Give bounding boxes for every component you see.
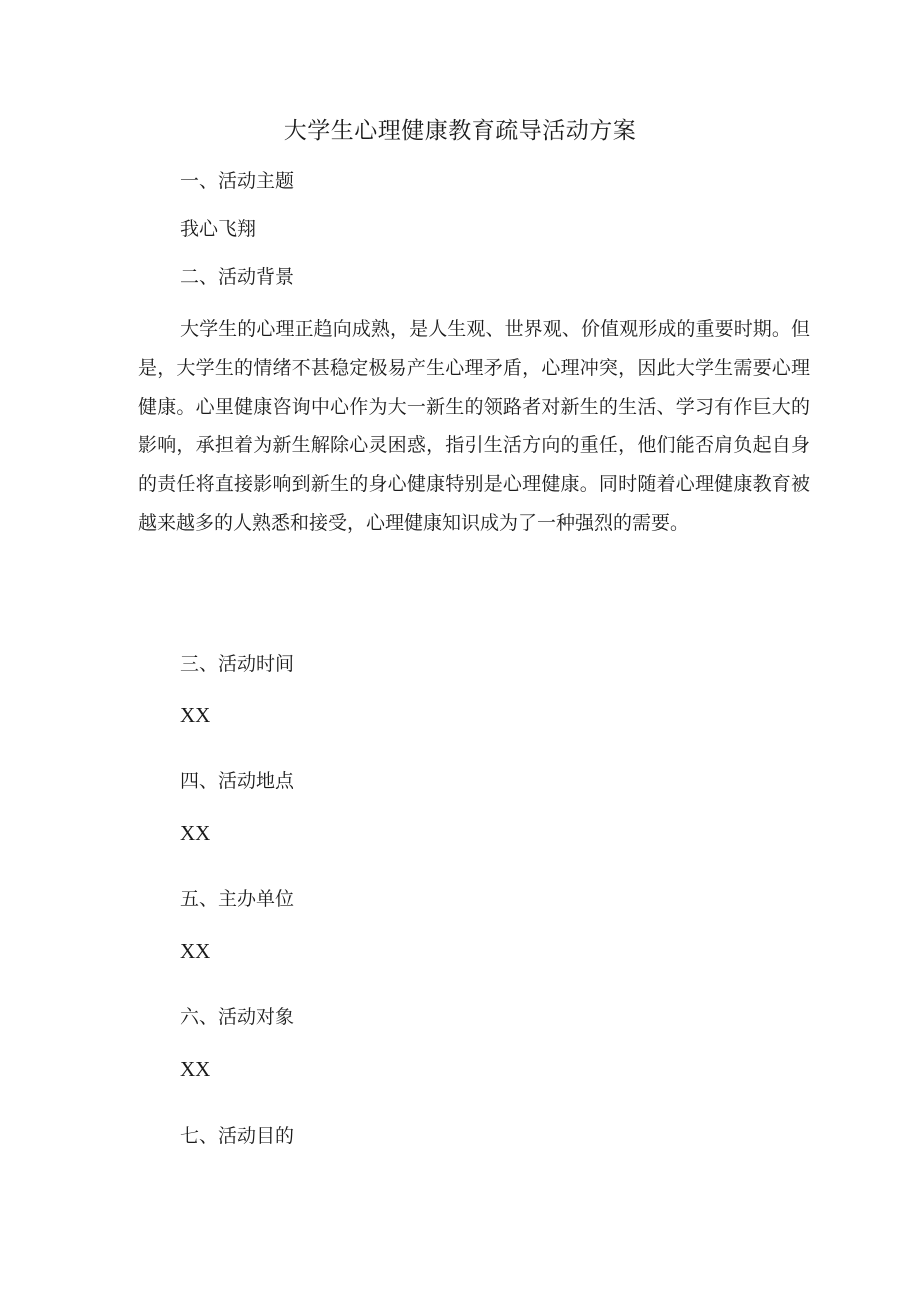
section-content-background: 大学生的心理正趋向成熟，是人生观、世界观、价值观形成的重要时期。但是，大学生的情绪不甚稳定极易产生心理矛盾，心理冲突，因此大学生需要心理健康。心里健康咨询中心作为大一新生的领路者对新生的生活、学习有作巨大的影响，承担着为新生解除心灵困惑，指引生活方向的重任，他们能否肩负起自身的责任将直接影响到新生的身心健康特别是心理健康。同时随着心理健康教育被越来越多的人熟悉和接受，心理健康知识成为了一种强烈的需要。 (138, 318, 810, 534)
section-heading-time: 三、活动时间 (180, 653, 295, 675)
section-heading-organizer: 五、主办单位 (180, 888, 295, 910)
section-heading-purpose: 七、活动目的 (180, 1125, 295, 1147)
section-content-organizer: XX (180, 939, 211, 963)
section-content-location: XX (180, 821, 211, 845)
section-heading-background: 二、活动背景 (180, 266, 295, 288)
section-heading-audience: 六、活动对象 (180, 1006, 295, 1028)
section-heading-location: 四、活动地点 (180, 770, 295, 792)
section-heading-theme: 一、活动主题 (180, 170, 295, 192)
document-title: 大学生心理健康教育疏导活动方案 (283, 118, 637, 144)
section-content-audience: XX (180, 1057, 211, 1081)
section-content-time: XX (180, 703, 211, 727)
section-content-theme: 我心飞翔 (180, 218, 257, 240)
